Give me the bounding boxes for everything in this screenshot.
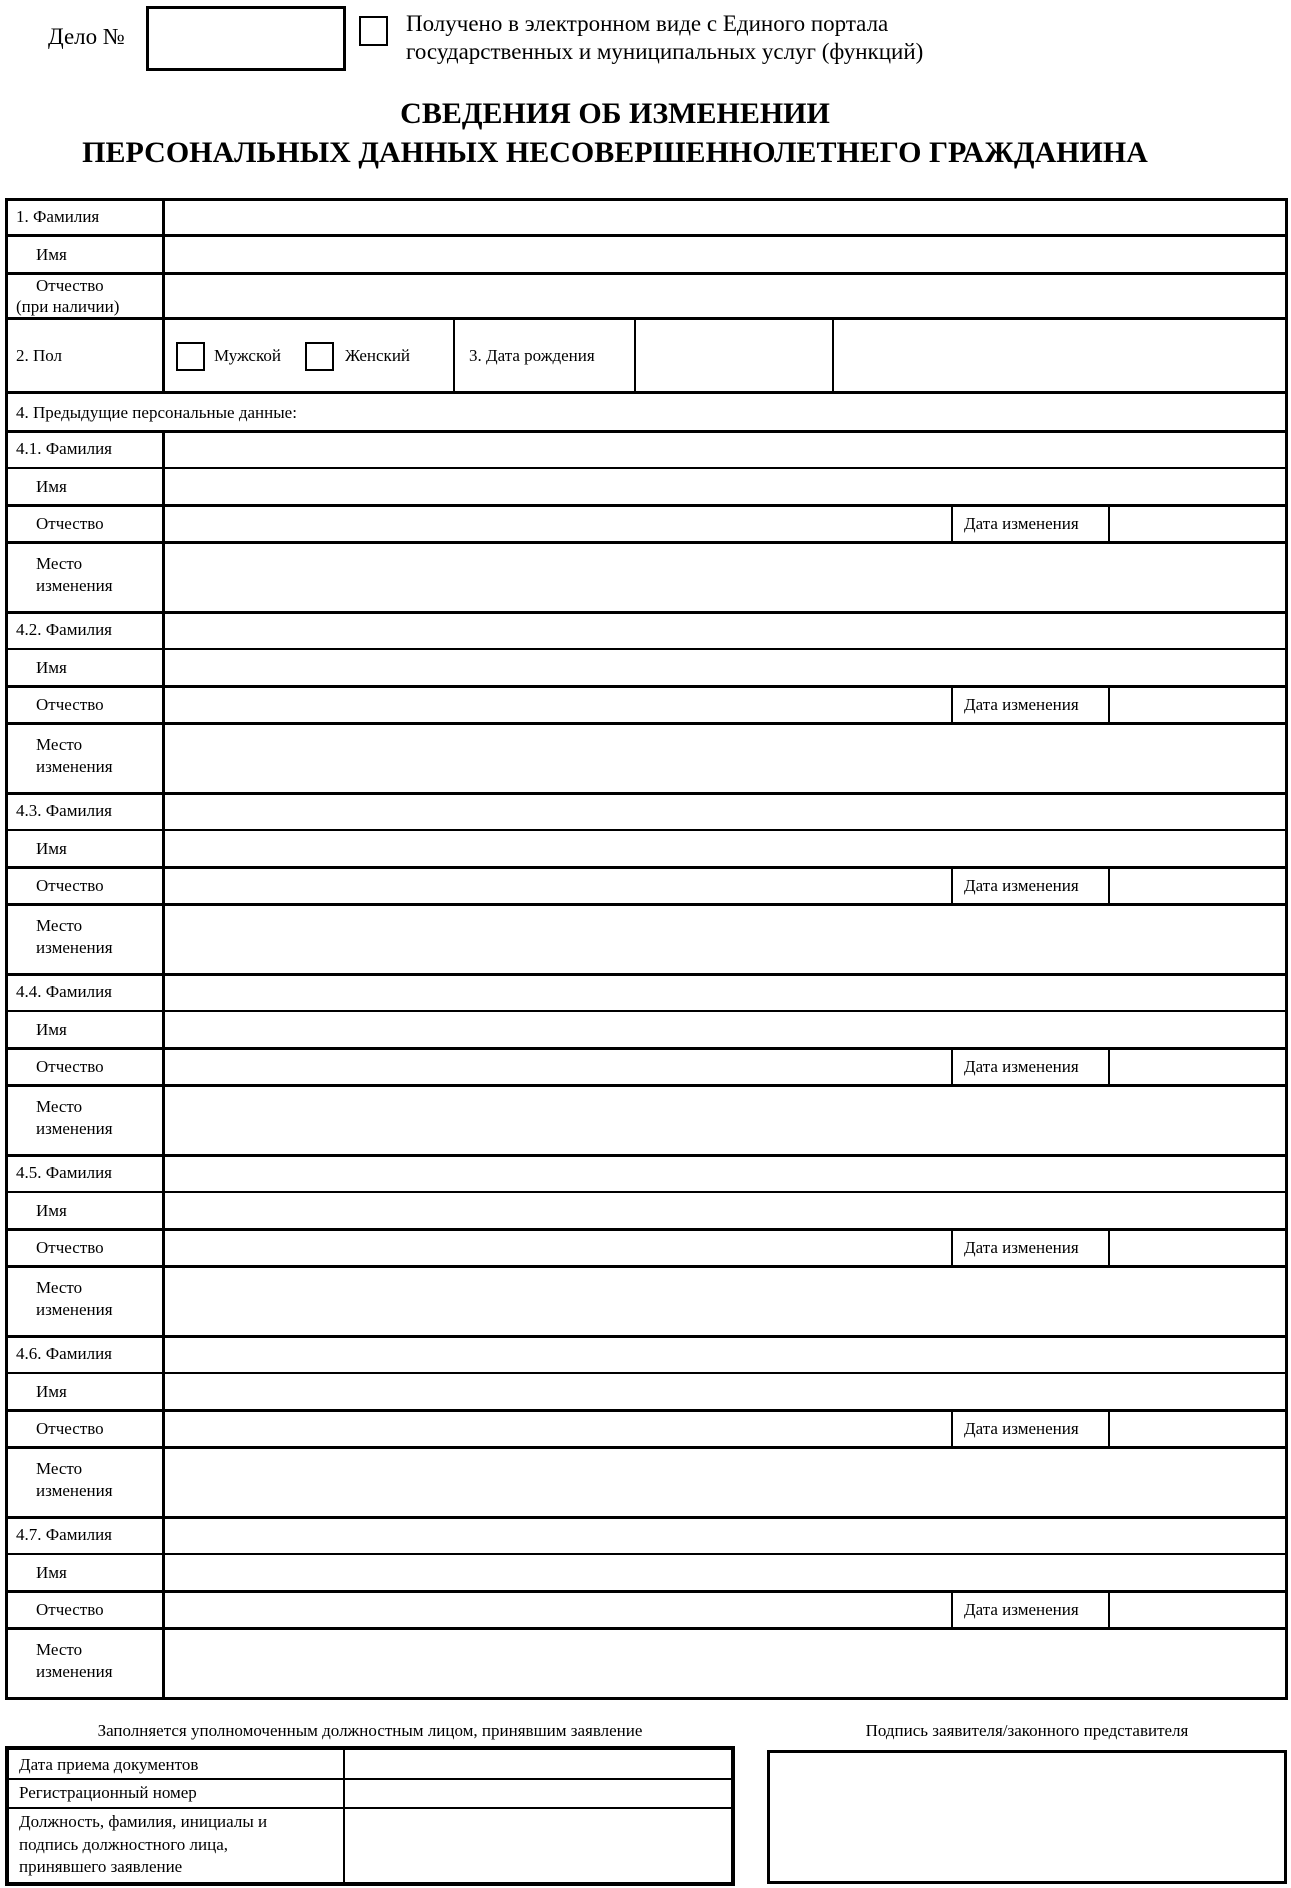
change-place-label-line1: Место: [36, 1459, 83, 1478]
previous-patronymic-label: Отчество: [36, 695, 104, 714]
official-signature-label-line1: Должность, фамилия, инициалы и: [19, 1812, 268, 1831]
previous-patronymic-label: Отчество: [36, 1600, 104, 1619]
previous-surname-label: 4.2. Фамилия: [16, 620, 112, 639]
change-date-label: Дата изменения: [964, 1600, 1079, 1619]
portal-received-line2: государственных и муниципальных услуг (функций): [406, 39, 924, 64]
change-date-label: Дата изменения: [964, 876, 1079, 895]
change-date-field[interactable]: [1111, 869, 1284, 903]
previous-name-field[interactable]: [166, 651, 1284, 685]
previous-name-field[interactable]: [166, 1375, 1284, 1409]
previous-patronymic-label: Отчество: [36, 1057, 104, 1076]
previous-patronymic-field[interactable]: [166, 507, 950, 541]
surname-label: 1. Фамилия: [16, 207, 100, 226]
page-title-line1: СВЕДЕНИЯ ОБ ИЗМЕНЕНИИ: [400, 97, 830, 130]
previous-patronymic-label: Отчество: [36, 514, 104, 533]
change-date-label: Дата изменения: [964, 1238, 1079, 1257]
registration-number-field[interactable]: [347, 1780, 731, 1807]
change-place-field[interactable]: [166, 1268, 1284, 1334]
patronymic-label-line2: (при наличии): [16, 297, 120, 316]
previous-patronymic-field[interactable]: [166, 1593, 950, 1627]
female-checkbox[interactable]: [305, 342, 334, 371]
previous-patronymic-label: Отчество: [36, 1419, 104, 1438]
previous-patronymic-field[interactable]: [166, 869, 950, 903]
change-place-label-line2: изменения: [36, 938, 113, 957]
change-place-field[interactable]: [166, 1449, 1284, 1515]
previous-patronymic-field[interactable]: [166, 1231, 950, 1265]
change-place-label-line1: Место: [36, 1097, 83, 1116]
previous-name-field[interactable]: [166, 1013, 1284, 1047]
previous-name-label: Имя: [36, 1563, 67, 1582]
previous-patronymic-field[interactable]: [166, 1412, 950, 1446]
page-title-line2: ПЕРСОНАЛЬНЫХ ДАННЫХ НЕСОВЕРШЕННОЛЕТНЕГО ГРАЖДАНИНА: [82, 136, 1148, 169]
previous-surname-label: 4.6. Фамилия: [16, 1344, 112, 1363]
change-place-label-line1: Место: [36, 554, 83, 573]
case-number-label: Дело №: [48, 24, 125, 49]
official-caption: Заполняется уполномоченным должностным лицом, принявшим заявление: [97, 1721, 643, 1740]
official-table: [5, 1746, 735, 1886]
previous-data-heading: 4. Предыдущие персональные данные:: [16, 403, 297, 422]
previous-patronymic-label: Отчество: [36, 876, 104, 895]
previous-surname-label: 4.1. Фамилия: [16, 439, 112, 458]
previous-surname-field[interactable]: [166, 432, 1284, 466]
change-place-field[interactable]: [166, 725, 1284, 791]
previous-name-field[interactable]: [166, 1194, 1284, 1228]
change-date-field[interactable]: [1111, 507, 1284, 541]
previous-name-label: Имя: [36, 1020, 67, 1039]
change-place-field[interactable]: [166, 544, 1284, 610]
previous-surname-label: 4.7. Фамилия: [16, 1525, 112, 1544]
previous-surname-label: 4.3. Фамилия: [16, 801, 112, 820]
registration-number-label: Регистрационный номер: [19, 1783, 197, 1802]
change-date-label: Дата изменения: [964, 1419, 1079, 1438]
change-place-label-line2: изменения: [36, 1662, 113, 1681]
change-place-label-line2: изменения: [36, 1300, 113, 1319]
male-checkbox[interactable]: [176, 342, 205, 371]
applicant-signature-box[interactable]: [767, 1750, 1287, 1884]
female-label: Женский: [345, 346, 411, 365]
change-date-label: Дата изменения: [964, 514, 1079, 533]
previous-patronymic-field[interactable]: [166, 1050, 950, 1084]
previous-surname-field[interactable]: [166, 1337, 1284, 1371]
change-place-label-line2: изменения: [36, 576, 113, 595]
surname-field[interactable]: [166, 201, 1284, 234]
previous-name-label: Имя: [36, 1201, 67, 1220]
applicant-signature-caption: Подпись заявителя/законного представителя: [865, 1721, 1189, 1740]
male-label: Мужской: [214, 346, 281, 365]
birth-date-label: 3. Дата рождения: [469, 346, 595, 365]
previous-name-field[interactable]: [166, 470, 1284, 504]
previous-name-field[interactable]: [166, 832, 1284, 866]
change-date-field[interactable]: [1111, 1412, 1284, 1446]
previous-patronymic-field[interactable]: [166, 688, 950, 722]
change-date-field[interactable]: [1111, 1231, 1284, 1265]
previous-name-label: Имя: [36, 477, 67, 496]
previous-surname-field[interactable]: [166, 975, 1284, 1009]
previous-surname-label: 4.5. Фамилия: [16, 1163, 112, 1182]
change-place-label-line2: изменения: [36, 1119, 113, 1138]
previous-name-field[interactable]: [166, 1556, 1284, 1590]
previous-surname-field[interactable]: [166, 794, 1284, 828]
official-signature-label-line2: подпись должностного лица,: [19, 1835, 229, 1854]
change-date-label: Дата изменения: [964, 695, 1079, 714]
birth-date-extra-field[interactable]: [835, 320, 1284, 391]
change-date-field[interactable]: [1111, 1593, 1284, 1627]
portal-received-checkbox[interactable]: [359, 16, 388, 46]
change-place-field[interactable]: [166, 1087, 1284, 1153]
change-place-label-line1: Место: [36, 916, 83, 935]
change-date-label: Дата изменения: [964, 1057, 1079, 1076]
official-signature-field[interactable]: [347, 1809, 731, 1882]
patronymic-label-line1: Отчество: [36, 276, 104, 295]
change-place-label-line1: Место: [36, 1640, 83, 1659]
previous-surname-field[interactable]: [166, 613, 1284, 647]
change-place-label-line1: Место: [36, 1278, 83, 1297]
change-date-field[interactable]: [1111, 688, 1284, 722]
official-signature-label-line3: принявшего заявление: [19, 1857, 183, 1876]
birth-date-field[interactable]: [637, 320, 832, 391]
change-place-label-line2: изменения: [36, 757, 113, 776]
patronymic-field[interactable]: [166, 276, 1284, 317]
acceptance-date-label: Дата приема документов: [19, 1755, 199, 1774]
previous-patronymic-label: Отчество: [36, 1238, 104, 1257]
change-place-field[interactable]: [166, 906, 1284, 972]
previous-surname-label: 4.4. Фамилия: [16, 982, 112, 1001]
previous-surname-field[interactable]: [166, 1518, 1284, 1552]
previous-name-label: Имя: [36, 1382, 67, 1401]
change-place-label-line1: Место: [36, 735, 83, 754]
change-place-field[interactable]: [166, 1630, 1284, 1696]
acceptance-date-field[interactable]: [347, 1750, 731, 1778]
change-place-label-line2: изменения: [36, 1481, 113, 1500]
previous-name-label: Имя: [36, 839, 67, 858]
name-field[interactable]: [166, 238, 1284, 272]
previous-surname-field[interactable]: [166, 1156, 1284, 1190]
name-label: Имя: [36, 245, 67, 264]
case-number-field[interactable]: [146, 6, 346, 71]
gender-label: 2. Пол: [16, 346, 63, 365]
portal-received-line1: Получено в электронном виде с Единого портала: [406, 11, 889, 36]
portal-received-label: [406, 10, 923, 66]
change-date-field[interactable]: [1111, 1050, 1284, 1084]
previous-name-label: Имя: [36, 658, 67, 677]
